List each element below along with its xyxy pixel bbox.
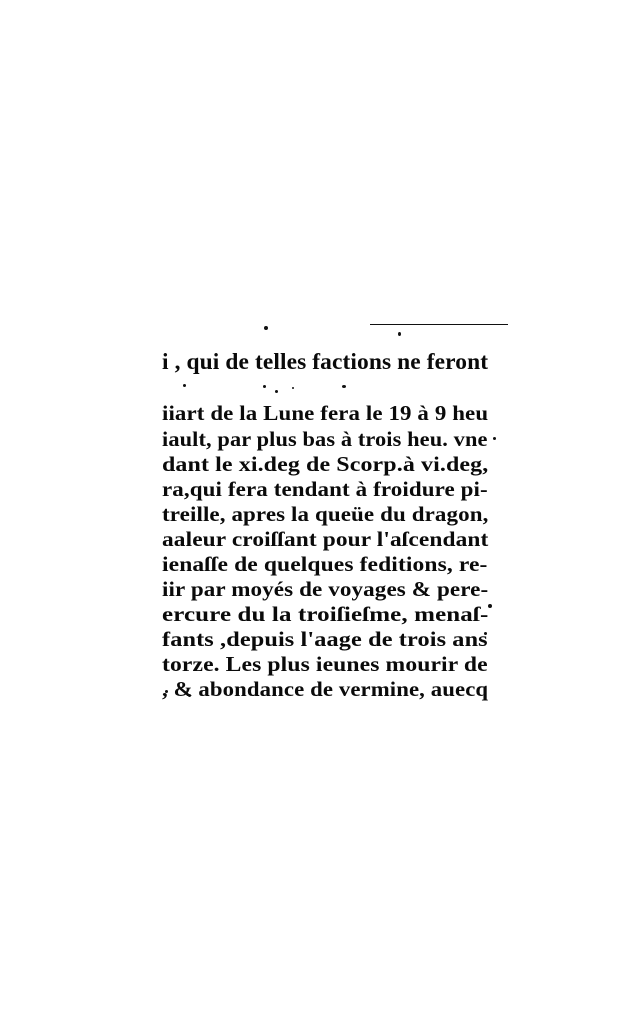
- text-line: , & abondance de vermine, auecq: [162, 677, 489, 701]
- ink-speck: [183, 384, 186, 387]
- text-line: treille, apres la queüe du dragon,: [162, 502, 489, 526]
- text-line: dant le xi.deg de Scorp.à vi.deg,: [162, 452, 489, 476]
- ink-speck: [342, 385, 346, 388]
- ink-speck: [292, 387, 294, 389]
- ink-speck: [263, 385, 266, 388]
- text-line: fants ,depuis l'aage de trois ans: [162, 627, 488, 651]
- text-line: iir par moyés de voyages & pere-: [162, 577, 489, 601]
- ink-speck: [488, 604, 492, 608]
- text-line: iiart de la Lune fera le 19 à 9 heu: [162, 401, 489, 425]
- ink-speck: [398, 332, 401, 336]
- text-line: i , qui de telles factions ne feront: [162, 349, 489, 374]
- text-line: iault, par plus bas à trois heu. vne: [162, 427, 488, 451]
- text-line: ienaſſe de quelques feditions, re-: [162, 552, 488, 576]
- ink-speck: [264, 326, 268, 330]
- ink-speck: [275, 390, 278, 393]
- text-line: aaleur croiſſant pour l'aſcendant: [162, 527, 489, 551]
- text-line: ercure du la troiſieſme, menaſ-: [162, 602, 489, 626]
- header-rule: [370, 324, 508, 325]
- text-line: torze. Les plus ieunes mourir de: [162, 652, 488, 676]
- text-line: ra,qui fera tendant à froidure pi-: [162, 477, 488, 501]
- ink-speck: [493, 437, 496, 440]
